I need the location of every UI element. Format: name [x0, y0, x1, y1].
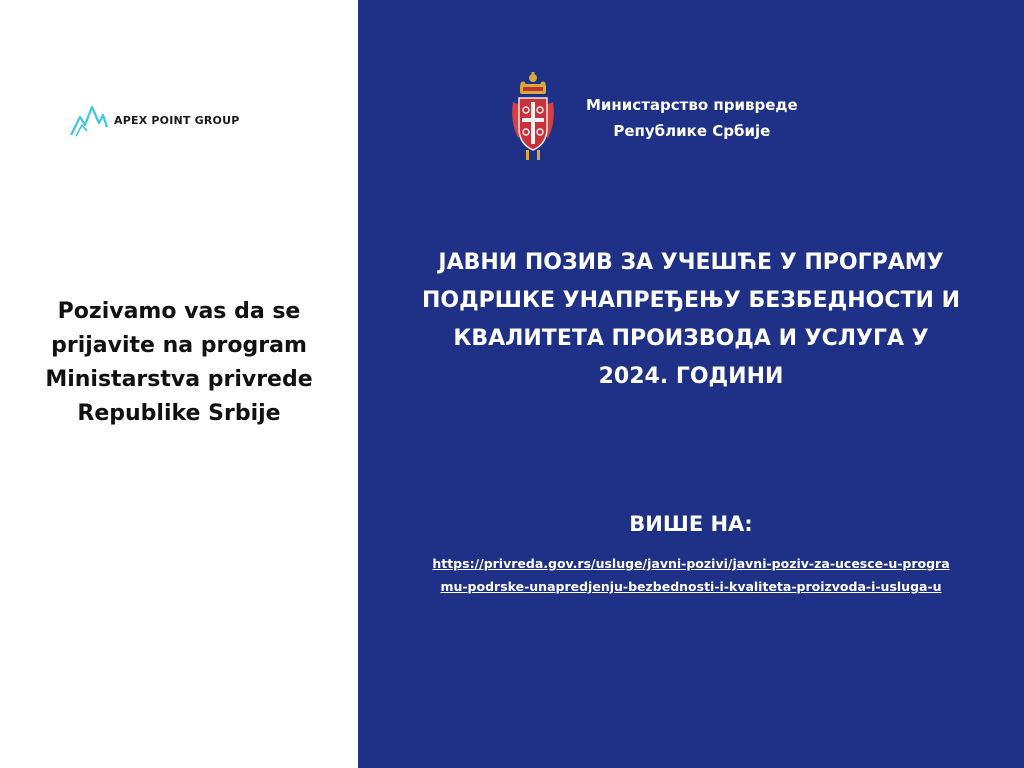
right-panel — [358, 0, 1024, 768]
more-info-label: ВИШЕ НА: — [629, 512, 753, 536]
more-info-link[interactable]: https://privreda.gov.rs/usluge/javni-pozivi/javni-poziv-za-ucesce-u-programu-podrske-unapredjenju-bezbednosti-i-kvaliteta-proizvoda-i-usluga-u — [432, 556, 950, 594]
public-call-title: ЈАВНИ ПОЗИВ ЗА УЧЕШЋЕ У ПРОГРАМУ ПОДРШКЕ УНАПРЕЂЕЊУ БЕЗБЕДНОСТИ И КВАЛИТЕТА ПРОИЗВОДА И УСЛУГА У 2024. ГОДИНИ — [421, 250, 961, 389]
ministry-name-line2: Републике Србије — [613, 122, 771, 140]
ministry-header — [510, 72, 798, 164]
invite-text: Pozivamo vas da se prijavite na program Ministarstva privrede Republike Srbije — [45, 299, 313, 426]
ministry-name — [586, 92, 798, 144]
brand-name: APEX POINT GROUP — [114, 113, 240, 127]
brand-logo — [70, 103, 240, 137]
left-panel — [0, 0, 358, 768]
mountain-peaks-icon — [70, 103, 108, 137]
ministry-name-line1: Министарство привреде — [586, 96, 798, 114]
serbian-coat-of-arms-icon — [510, 72, 556, 164]
